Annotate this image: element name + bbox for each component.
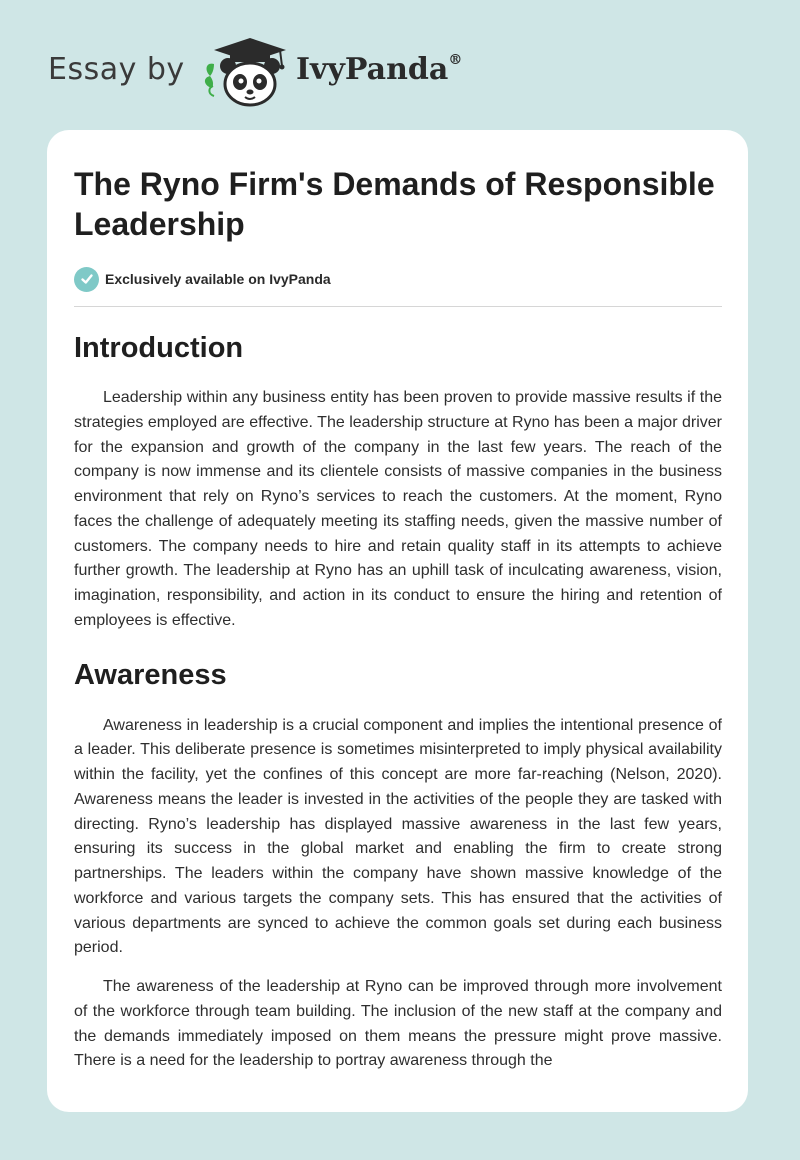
essay-by-label: Essay by <box>48 52 185 87</box>
essay-title: The Ryno Firm's Demands of Responsible Leadership <box>74 166 715 242</box>
essay-card <box>47 130 748 1112</box>
checkmark-icon <box>74 267 99 292</box>
brand-name[interactable] <box>296 52 462 87</box>
section-heading-introduction: Introduction <box>74 332 244 364</box>
site-header <box>0 0 800 130</box>
paragraph: The awareness of the leadership at Ryno can be improved through more involvement of the workforce through team building. The inclusion of the new staff at the company and the demands immediately imposed on them means the pressure might prove massive. There is a need for the leadership to portray awareness through the <box>74 978 722 1070</box>
exclusive-badge <box>74 266 722 292</box>
divider <box>74 306 722 307</box>
paragraph: Leadership within any business entity has been proven to provide massive results if the strategies employed are effective. The leadership structure at Ryno has been a major driver for the expansion and growth of the company in the last few years. The reach of the company is now immense and its clientele consists of massive companies in the business environment that rely on Ryno’s services to reach the customers. At the moment, Ryno faces the challenge of adequately meeting its staffing needs, given the massive number of customers. The company needs to hire and retain quality staff in its attempts to achieve further growth. The leadership at Ryno has an uphill task of inculcating awareness, vision, imagination, responsibility, and action in its conduct to ensure the hiring and retention of employees is effective. <box>74 389 722 629</box>
brand-text: IvyPanda <box>296 52 449 87</box>
paragraph: Awareness in leadership is a crucial component and implies the intentional presence of a leader. This deliberate presence is sometimes misinterpreted to imply physical availability within the facility, yet the confines of this concept are more far-reaching (Nelson, 2020). Awareness means the leader is invested in the activities of the people they are tasked with directing. Ryno’s leadership has displayed massive awareness in the last few years, ensuring its success in the global market and enabling the firm to create strong partnerships. The leaders within the company have shown massive knowledge of the workforce and various targets the company sets. This has ensured that the activities of various departments are synced to achieve the common goals set during each business period. <box>74 716 722 957</box>
panda-graduation-cap-logo[interactable] <box>200 36 292 108</box>
registered-mark: ® <box>448 52 463 68</box>
exclusive-badge-label: Exclusively available on IvyPanda <box>105 271 331 287</box>
section-heading-awareness: Awareness <box>74 658 227 691</box>
essay-content <box>74 164 722 1074</box>
